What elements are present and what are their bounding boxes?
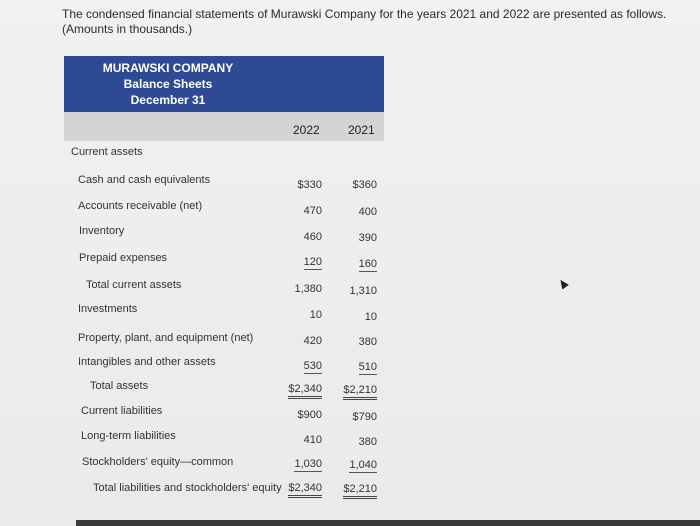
row-label-current-liabilities: Current liabilities [81,405,163,417]
row-label-intangibles: Intangibles and other assets [78,356,216,368]
row-label-accounts-receivable: Accounts receivable (net) [78,200,203,212]
value-2021-total-current-assets: 1,310 [349,285,377,297]
row-label-total-assets: Total assets [90,380,149,392]
row-label-ppe: Property, plant, and equipment (net) [78,332,254,344]
value-2022-cash: $330 [297,179,322,191]
company-name: MURAWSKI COMPANY [102,61,234,75]
row-label-stockholders-equity: Stockholders' equity—common [82,456,234,468]
value-2022-investments: 10 [309,309,322,321]
statement-header [64,60,384,108]
row-label-total-current-assets: Total current assets [86,279,182,291]
value-2022-total-current-assets: 1,380 [294,283,322,295]
value-2021-current-liabilities: $790 [352,411,377,423]
row-label-long-term-liabilities: Long-term liabilities [81,430,176,442]
value-2021-intangibles: 510 [358,361,377,373]
mouse-cursor-icon [557,278,569,290]
value-2021-inventory: 390 [358,232,377,244]
row-label-prepaid-expenses: Prepaid expenses [79,252,168,264]
value-2021-long-term-liabilities: 380 [358,436,377,448]
year-2022-header: 2022 [293,123,320,137]
year-2021-header: 2021 [348,123,375,137]
row-label-current-assets: Current assets [71,146,143,158]
bottom-edge-bar [76,520,700,526]
value-2021-prepaid-expenses: 160 [358,258,377,270]
value-2021-investments: 10 [364,311,377,323]
statement-title: Balance Sheets [123,77,213,91]
year-header-strip [64,112,384,141]
row-label-inventory: Inventory [79,225,125,237]
value-2021-ppe: 380 [358,336,377,348]
value-2021-total-liabilities-equity: $2,210 [343,483,377,499]
value-2021-total-assets: $2,210 [343,384,377,400]
value-2022-stockholders-equity: 1,030 [294,458,322,470]
value-2021-cash: $360 [352,179,377,191]
problem-intro-text: The condensed financial statements of Murawski Company for the years 2021 and 2022 are presented as follows. (Amounts in thousands.) [62,7,667,36]
value-2022-ppe: 420 [303,335,322,347]
value-2022-total-liabilities-equity: $2,340 [288,482,322,498]
value-2021-stockholders-equity: 1,040 [349,459,377,471]
row-label-cash: Cash and cash equivalents [78,174,211,186]
value-2022-inventory: 460 [303,231,322,243]
row-label-total-liabilities-equity: Total liabilities and stockholders' equity [93,482,282,494]
statement-date: December 31 [130,93,206,107]
value-2022-long-term-liabilities: 410 [303,434,322,446]
value-2021-accounts-receivable: 400 [358,206,377,218]
value-2022-intangibles: 530 [303,360,322,372]
value-2022-total-assets: $2,340 [288,383,322,399]
row-label-investments: Investments [78,303,138,315]
value-2022-prepaid-expenses: 120 [303,256,322,268]
value-2022-current-liabilities: $900 [297,409,322,421]
value-2022-accounts-receivable: 470 [303,205,322,217]
